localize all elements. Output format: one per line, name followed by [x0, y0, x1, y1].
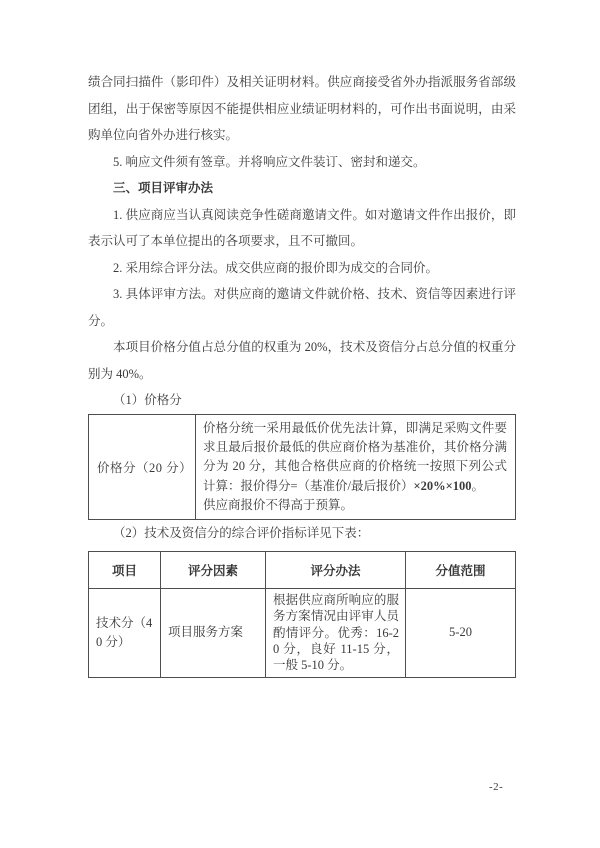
eval-header-range: 分值范围 [406, 552, 516, 589]
paragraph-item-1: 1. 供应商应当认真阅读竞争性磋商邀请文件。如对邀请文件作出报价，即表示认可了本单位提出的各项要求，且不可撤回。 [88, 207, 516, 248]
price-formula-bold: ×20%×100 [413, 478, 472, 493]
price-score-label-cell: 价格分（20 分） [89, 414, 196, 519]
price-formula-period: 。 [471, 478, 485, 493]
paragraph-performance-materials: 绩合同扫描件（影印件）及相关证明材料。供应商接受省外办指派服务省部级团组，出于保密等原因不能提供相应业绩证明材料的，可作出书面说明，由采购单位向省外办进行核实。 [88, 75, 516, 142]
paragraph-score-weights: 本项目价格分值占总分值的权重为 20%，技术及资信分占总分值的权重分别为 40%。 [88, 340, 516, 381]
eval-cell-factor: 项目服务方案 [161, 589, 266, 677]
paragraph-item-5: 5. 响应文件须有签章。并将响应文件装订、密封和递交。 [113, 154, 426, 169]
price-score-method-cell [196, 414, 516, 519]
eval-header-method: 评分办法 [266, 552, 406, 589]
paragraph-item-3: 3. 具体评审方法。对供应商的邀请文件就价格、技术、资信等因素进行评分。 [88, 287, 516, 328]
price-score-table [88, 414, 516, 520]
tech-credit-score-table [88, 551, 516, 677]
eval-cell-range: 5-20 [406, 589, 516, 677]
eval-cell-method: 根据供应商所响应的服务方案情况由评审人员酌情评分。优秀：16-20 分，良好 11-15 分，一般 5-10 分。 [266, 589, 406, 677]
eval-header-item: 项目 [89, 552, 161, 589]
section-heading-project-review: 三、项目评审办法 [113, 181, 214, 195]
table-row [89, 414, 516, 519]
page-number: -2- [489, 781, 504, 793]
paragraph-item-2: 2. 采用综合评分法。成交供应商的报价即为成交的合同价。 [113, 260, 439, 275]
price-formula-text: 价格分统一采用最低价优先法计算，即满足采购文件要求且最后报价最低的供应商价格为基准价，其价格分满分为 20 分，其他合格供应商的价格统一按照下列公式计算：报价得分=（基准价/最后报价） [203, 420, 507, 493]
subheading-tech-credit-score: （2）技术及资信分的综合评价指标详见下表： [113, 525, 370, 540]
table-header-row [89, 552, 516, 589]
table-row [89, 589, 516, 677]
page-content [88, 69, 516, 678]
eval-cell-item: 技术分（40 分） [89, 589, 161, 677]
subheading-price-score: （1）价格分 [113, 393, 182, 407]
eval-header-factor: 评分因素 [161, 552, 266, 589]
price-budget-note: 供应商报价不得高于预算。 [203, 498, 354, 513]
